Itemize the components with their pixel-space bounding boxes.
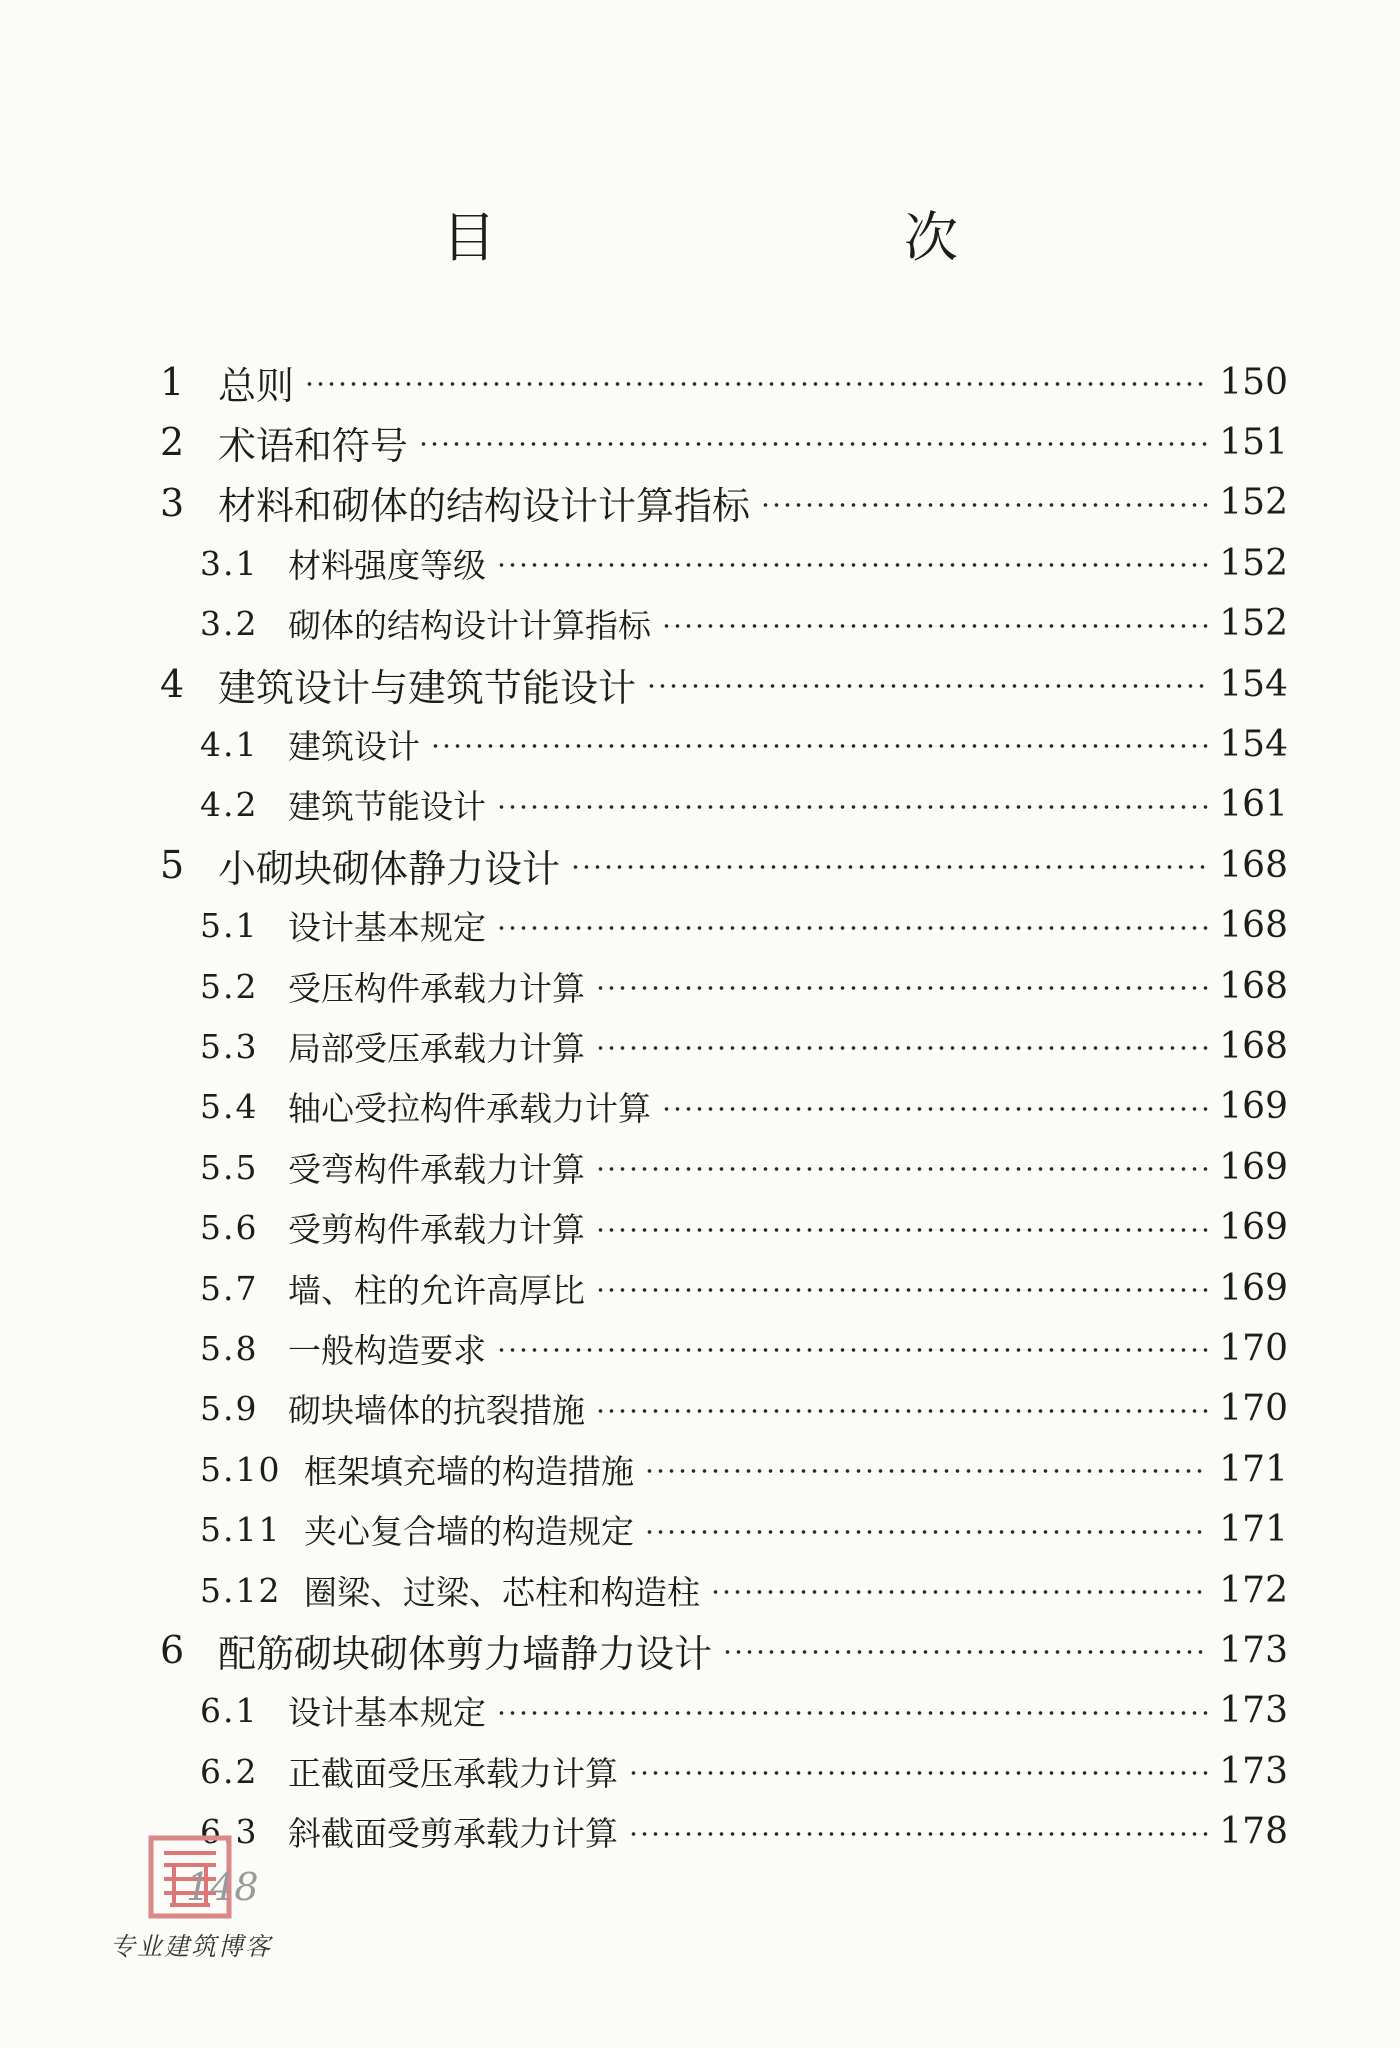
toc-page-number: 169 [1219,1146,1288,1188]
toc-number: 4.2 [200,785,259,825]
toc-entry[interactable] [160,352,1288,412]
toc-page-number: 171 [1219,1448,1288,1490]
toc-page-number: 172 [1219,1569,1288,1611]
toc-title: 正截面受压承载力计算 [288,1753,618,1793]
toc-title: 夹心复合墙的构造规定 [304,1512,634,1552]
toc-page-number: 169 [1219,1086,1288,1128]
toc-page-number: 173 [1219,1629,1288,1671]
toc-title: 术语和符号 [218,423,409,468]
toc-page-number: 168 [1219,844,1288,886]
toc-leader-dots [646,684,1208,688]
toc-entry[interactable] [200,1077,1288,1137]
toc-leader-dots [722,1650,1208,1654]
toc-entry[interactable] [200,1137,1288,1197]
toc-leader-dots [661,624,1208,628]
toc-leader-dots [430,744,1208,748]
toc-number: 5.5 [200,1147,259,1187]
toc-title: 小砌块砌体静力设计 [218,846,561,891]
toc-number: 5.12 [200,1570,282,1610]
toc-title: 材料和砌体的结构设计计算指标 [218,484,751,529]
toc-page-number: 152 [1219,482,1288,524]
toc-number: 5.11 [200,1510,282,1550]
toc-leader-dots [496,1711,1208,1715]
toc-leader-dots [570,865,1208,869]
toc-page-number: 173 [1219,1750,1288,1792]
toc-leader-dots [644,1530,1208,1534]
toc-number: 2 [160,420,185,465]
toc-leader-dots [628,1832,1208,1836]
toc-title: 砌体的结构设计计算指标 [288,606,651,646]
toc-page-number: 169 [1219,1207,1288,1249]
toc-entry[interactable] [160,473,1288,533]
toc-page-number: 161 [1219,784,1288,826]
toc-title: 轴心受拉构件承载力计算 [288,1089,651,1129]
toc-entry[interactable] [160,412,1288,472]
toc-number: 3 [160,480,185,525]
toc-entry[interactable] [200,1439,1288,1499]
toc-entry[interactable] [200,594,1288,654]
toc-title: 墙、柱的允许高厚比 [288,1270,585,1310]
toc-number: 5.2 [200,966,259,1006]
toc-number: 4.1 [200,724,259,764]
toc-title: 受弯构件承载力计算 [288,1149,585,1189]
toc-leader-dots [496,1348,1208,1352]
toc-leader-dots [418,442,1208,446]
toc-leader-dots [595,986,1208,990]
toc-title: 建筑节能设计 [288,787,486,827]
toc-page-number: 170 [1219,1327,1288,1369]
toc-entry[interactable] [200,533,1288,593]
toc-entry[interactable] [200,1379,1288,1439]
toc-number: 5.10 [200,1449,282,1489]
toc-entry[interactable] [200,1258,1288,1318]
toc-title: 一般构造要求 [288,1330,486,1370]
toc-entry[interactable] [200,1016,1288,1076]
toc-page-number: 173 [1219,1690,1288,1732]
toc-entry[interactable] [160,654,1288,714]
toc-title: 圈梁、过梁、芯柱和构造柱 [304,1572,700,1612]
toc-leader-dots [628,1771,1208,1775]
toc-title: 材料强度等级 [288,545,486,585]
toc-title: 受剪构件承载力计算 [288,1210,585,1250]
toc-title: 局部受压承载力计算 [288,1028,585,1068]
toc-page-number: 154 [1219,663,1288,705]
toc-number: 5.8 [200,1328,259,1368]
toc-title: 配筋砌块砌体剪力墙静力设计 [218,1631,713,1676]
toc-title: 总则 [218,363,295,408]
toc-entry[interactable] [160,835,1288,895]
watermark-text: 专业建筑博客 [110,1932,273,1961]
page-title: 目 次 [442,206,1058,269]
toc-title: 建筑设计与建筑节能设计 [218,665,637,710]
toc-entry[interactable] [200,775,1288,835]
toc-page-number: 150 [1219,361,1288,403]
toc-leader-dots [595,1167,1208,1171]
toc-page-number: 170 [1219,1388,1288,1430]
toc-leader-dots [496,563,1208,567]
page-number: 148 [186,1865,259,1909]
toc-number: 6 [160,1628,185,1673]
toc-number: 5.6 [200,1208,259,1248]
toc-page-number: 151 [1219,421,1288,463]
toc-leader-dots [496,926,1208,930]
toc-page-number: 152 [1219,542,1288,584]
toc-title: 框架填充墙的构造措施 [304,1451,634,1491]
toc-page-number: 168 [1219,965,1288,1007]
toc-page-number: 169 [1219,1267,1288,1309]
toc-number: 5.3 [200,1026,259,1066]
toc-leader-dots [760,503,1208,507]
toc-entry[interactable] [160,1620,1288,1680]
toc-number: 5 [160,843,185,888]
toc-entry[interactable] [200,1318,1288,1378]
toc-entry[interactable] [200,1198,1288,1258]
toc-entry[interactable] [200,714,1288,774]
toc-page-number: 178 [1219,1811,1288,1853]
toc-number: 5.9 [200,1389,259,1429]
toc-title: 斜截面受剪承载力计算 [288,1814,618,1854]
toc-entry[interactable] [200,1681,1288,1741]
toc-title: 建筑设计 [288,726,420,766]
toc-entry[interactable] [200,1560,1288,1620]
toc-number: 5.1 [200,906,259,946]
toc-leader-dots [661,1107,1208,1111]
toc-title: 砌块墙体的抗裂措施 [288,1391,585,1431]
toc-leader-dots [644,1469,1208,1473]
toc-leader-dots [710,1590,1208,1594]
toc-number: 6.1 [200,1691,259,1731]
toc-number: 4 [160,662,185,706]
toc-number: 5.7 [200,1268,259,1308]
toc-entry[interactable] [200,1802,1288,1862]
toc-title: 设计基本规定 [288,908,486,948]
toc-page-number: 154 [1219,723,1288,765]
toc-page-number: 171 [1219,1509,1288,1551]
toc-entry[interactable] [200,1500,1288,1560]
toc-leader-dots [304,382,1208,386]
toc-leader-dots [595,1046,1208,1050]
toc-title: 设计基本规定 [288,1693,486,1733]
toc-number: 1 [160,360,185,404]
toc-leader-dots [595,1409,1208,1413]
toc-number: 3.1 [200,543,259,583]
toc-entry[interactable] [200,956,1288,1016]
toc-page-number: 152 [1219,603,1288,645]
toc-title: 受压构件承载力计算 [288,968,585,1008]
toc-leader-dots [496,805,1208,809]
toc-number: 5.4 [200,1087,259,1127]
toc-number: 6.3 [200,1812,259,1852]
toc-entry[interactable] [200,1741,1288,1801]
toc-number: 6.2 [200,1751,259,1791]
toc-leader-dots [595,1228,1208,1232]
toc-entry[interactable] [200,896,1288,956]
toc-page-number: 168 [1219,1025,1288,1067]
toc-leader-dots [595,1288,1208,1292]
toc-number: 3.2 [200,604,259,644]
toc-page-number: 168 [1219,905,1288,947]
